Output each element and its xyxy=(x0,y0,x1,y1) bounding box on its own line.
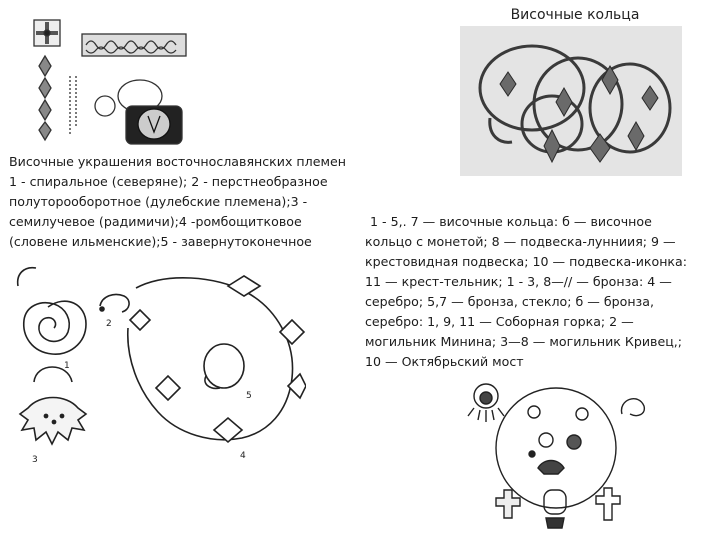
drawing-label-5: 5 xyxy=(246,391,252,401)
drawing-label-3: 3 xyxy=(32,455,38,465)
slide-title: Височные кольца xyxy=(510,7,640,23)
drawing-label-4: 4 xyxy=(240,451,246,461)
caption-right-line: крестовидная подвеска; 10 — подвеска-иконка: xyxy=(365,254,688,269)
drawing-label-1: 1 xyxy=(64,361,70,371)
caption-right-line: 1 - 5,. 7 — височные кольца: б — височное xyxy=(370,214,652,229)
ornaments-photo-collage xyxy=(30,16,190,146)
caption-left xyxy=(9,152,361,252)
temple-ornaments-drawing xyxy=(6,262,306,494)
drawing-label-2: 2 xyxy=(106,319,112,329)
caption-left-line: (словене ильменские);5 - завернутоконечное xyxy=(9,234,312,249)
caption-right-line: могильник Минина; 3—8 — могильник Кривец,; xyxy=(365,334,683,349)
caption-right-line: кольцо с монетой; 8 — подвеска-лунниия; 9 — xyxy=(365,234,676,249)
temple-rings-photo xyxy=(460,26,682,176)
caption-right-line: серебро; 5,7 — бронза, стекло; б — бронза, xyxy=(365,294,654,309)
caption-right-line: серебро: 1, 9, 11 — Соборная горка; 2 — xyxy=(365,314,634,329)
caption-right-line: 10 — Октябрьский мост xyxy=(365,354,524,369)
caption-left-line: 1 - спиральное (северяне); 2 - перстнеобразное xyxy=(9,174,328,189)
caption-right-line: 11 — крест-тельник; 1 - 3, 8—// — бронза: 4 — xyxy=(365,274,672,289)
caption-left-line: семилучевое (радимичи);4 -ромбощитковое xyxy=(9,214,302,229)
caption-left-line: полуторооборотное (дулебские племена);3 - xyxy=(9,194,308,209)
caption-right xyxy=(365,212,710,372)
pendants-drawing xyxy=(458,378,654,538)
caption-left-line: Височные украшения восточнославянских племен xyxy=(9,154,346,169)
